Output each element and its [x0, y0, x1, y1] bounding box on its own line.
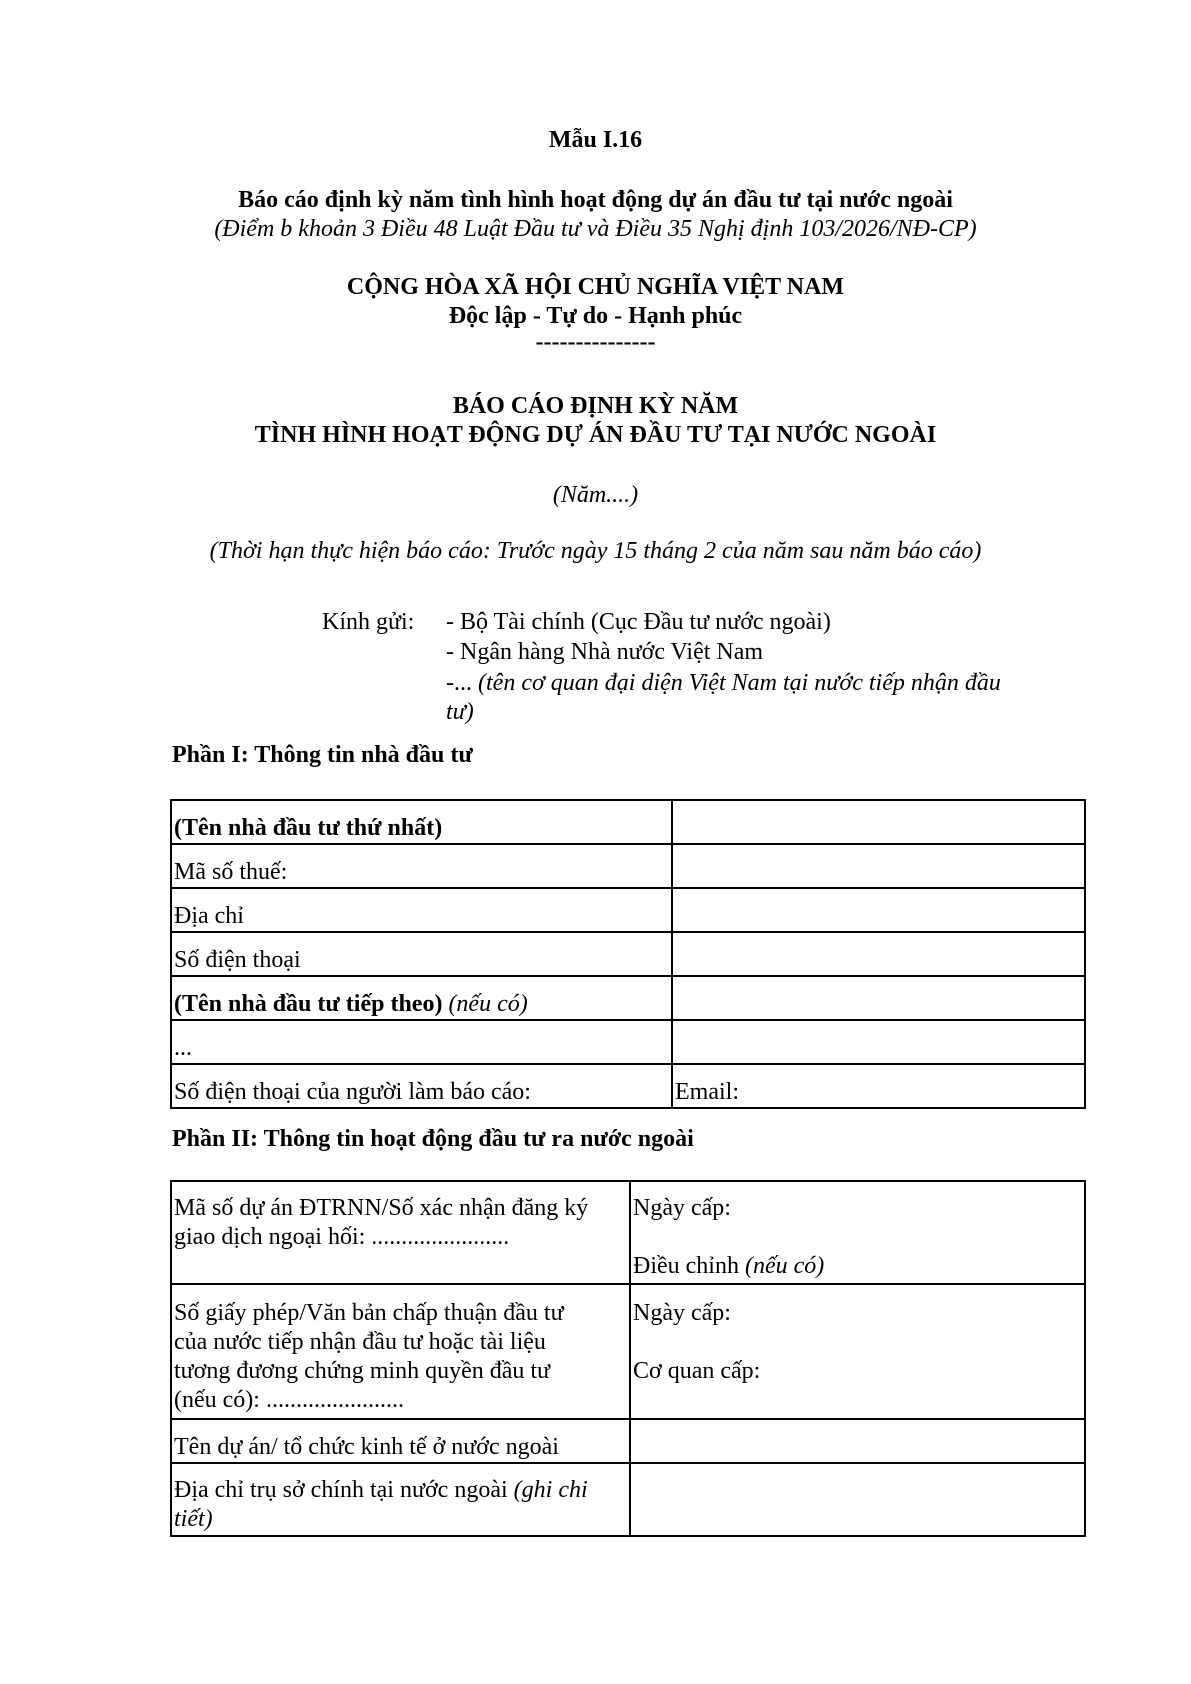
reporter-phone-label: Số điện thoại của người làm báo cáo:	[171, 1064, 672, 1108]
license-details	[630, 1284, 1085, 1419]
recipient-note-continued: tư)	[446, 699, 474, 725]
table-row	[171, 976, 1085, 1020]
table-row	[171, 1064, 1085, 1108]
investor-next-label: (Tên nhà đầu tư tiếp theo) (nếu có)	[171, 976, 672, 1020]
project-code-label: Mã số dự án ĐTRNN/Số xác nhận đăng ký giao dịch ngoại hối: .......................	[171, 1181, 630, 1284]
national-motto: Độc lập - Tự do - Hạnh phúc	[448, 303, 743, 329]
recipient-prefix: -...	[446, 670, 472, 696]
hq-address-value[interactable]	[630, 1463, 1085, 1536]
investor-info-table	[170, 799, 1086, 1109]
project-name-label: Tên dự án/ tổ chức kinh tế ở nước ngoài	[171, 1419, 630, 1463]
table-row	[171, 1463, 1085, 1536]
recipient-item: - Bộ Tài chính (Cục Đầu tư nước ngoài)	[446, 609, 831, 635]
tax-code-label: Mã số thuế:	[171, 844, 672, 888]
investor-first-label: (Tên nhà đầu tư thứ nhất)	[171, 800, 672, 844]
project-name-value[interactable]	[630, 1419, 1085, 1463]
phone-value[interactable]	[672, 932, 1085, 976]
investor-next-value[interactable]	[672, 976, 1085, 1020]
issue-date-label: Ngày cấp:	[633, 1300, 731, 1326]
hq-address-label: Địa chỉ trụ sở chính tại nước ngoài (ghi chi tiết)	[171, 1463, 630, 1536]
adjustment-label: Điều chỉnh (nếu có)	[633, 1253, 825, 1279]
part2-heading: Phần II: Thông tin hoạt động đầu tư ra nước ngoài	[172, 1126, 694, 1152]
form-code: Mẫu I.16	[548, 127, 643, 153]
motto-separator: ---------------	[535, 329, 656, 355]
recipient-item: - Ngân hàng Nhà nước Việt Nam	[446, 639, 764, 665]
table-row	[171, 800, 1085, 844]
email-label: Email:	[672, 1064, 1085, 1108]
recipient-note: (tên cơ quan đại diện Việt Nam tại nước tiếp nhận đầu	[472, 670, 1001, 696]
investment-activity-table	[170, 1180, 1086, 1537]
form-heading: Báo cáo định kỳ năm tình hình hoạt động dự án đầu tư tại nước ngoài	[238, 187, 953, 213]
issue-date-label: Ngày cấp:	[633, 1195, 731, 1221]
recipient-item	[446, 669, 1001, 698]
national-title: CỘNG HÒA XÃ HỘI CHỦ NGHĨA VIỆT NAM	[346, 274, 845, 300]
table-row	[171, 1284, 1085, 1419]
project-code-dates	[630, 1181, 1085, 1284]
tax-code-value[interactable]	[672, 844, 1085, 888]
ellipsis-row: ...	[171, 1020, 672, 1064]
license-label: Số giấy phép/Văn bản chấp thuận đầu tư của nước tiếp nhận đầu tư hoặc tài liệu tương đương chứng minh quyền đầu tư (nếu có): .......................	[171, 1284, 630, 1419]
table-row	[171, 844, 1085, 888]
ellipsis-value[interactable]	[672, 1020, 1085, 1064]
report-deadline: (Thời hạn thực hiện báo cáo: Trước ngày 15 tháng 2 của năm sau năm báo cáo)	[209, 538, 982, 564]
investor-first-value[interactable]	[672, 800, 1085, 844]
table-row	[171, 1181, 1085, 1284]
table-row	[171, 932, 1085, 976]
report-year: (Năm....)	[552, 482, 639, 508]
address-label: Địa chỉ	[171, 888, 672, 932]
report-title-line2: TÌNH HÌNH HOẠT ĐỘNG DỰ ÁN ĐẦU TƯ TẠI NƯỚC NGOÀI	[254, 422, 937, 448]
part1-heading: Phần I: Thông tin nhà đầu tư	[172, 742, 473, 768]
table-row	[171, 888, 1085, 932]
legal-basis: (Điểm b khoản 3 Điều 48 Luật Đầu tư và Điều 35 Nghị định 103/2026/NĐ-CP)	[214, 216, 977, 242]
issuing-agency-label: Cơ quan cấp:	[633, 1358, 761, 1384]
phone-label: Số điện thoại	[171, 932, 672, 976]
table-row	[171, 1419, 1085, 1463]
report-title-line1: BÁO CÁO ĐỊNH KỲ NĂM	[452, 393, 739, 419]
address-value[interactable]	[672, 888, 1085, 932]
table-row	[171, 1020, 1085, 1064]
recipients-label: Kính gửi:	[322, 609, 415, 635]
